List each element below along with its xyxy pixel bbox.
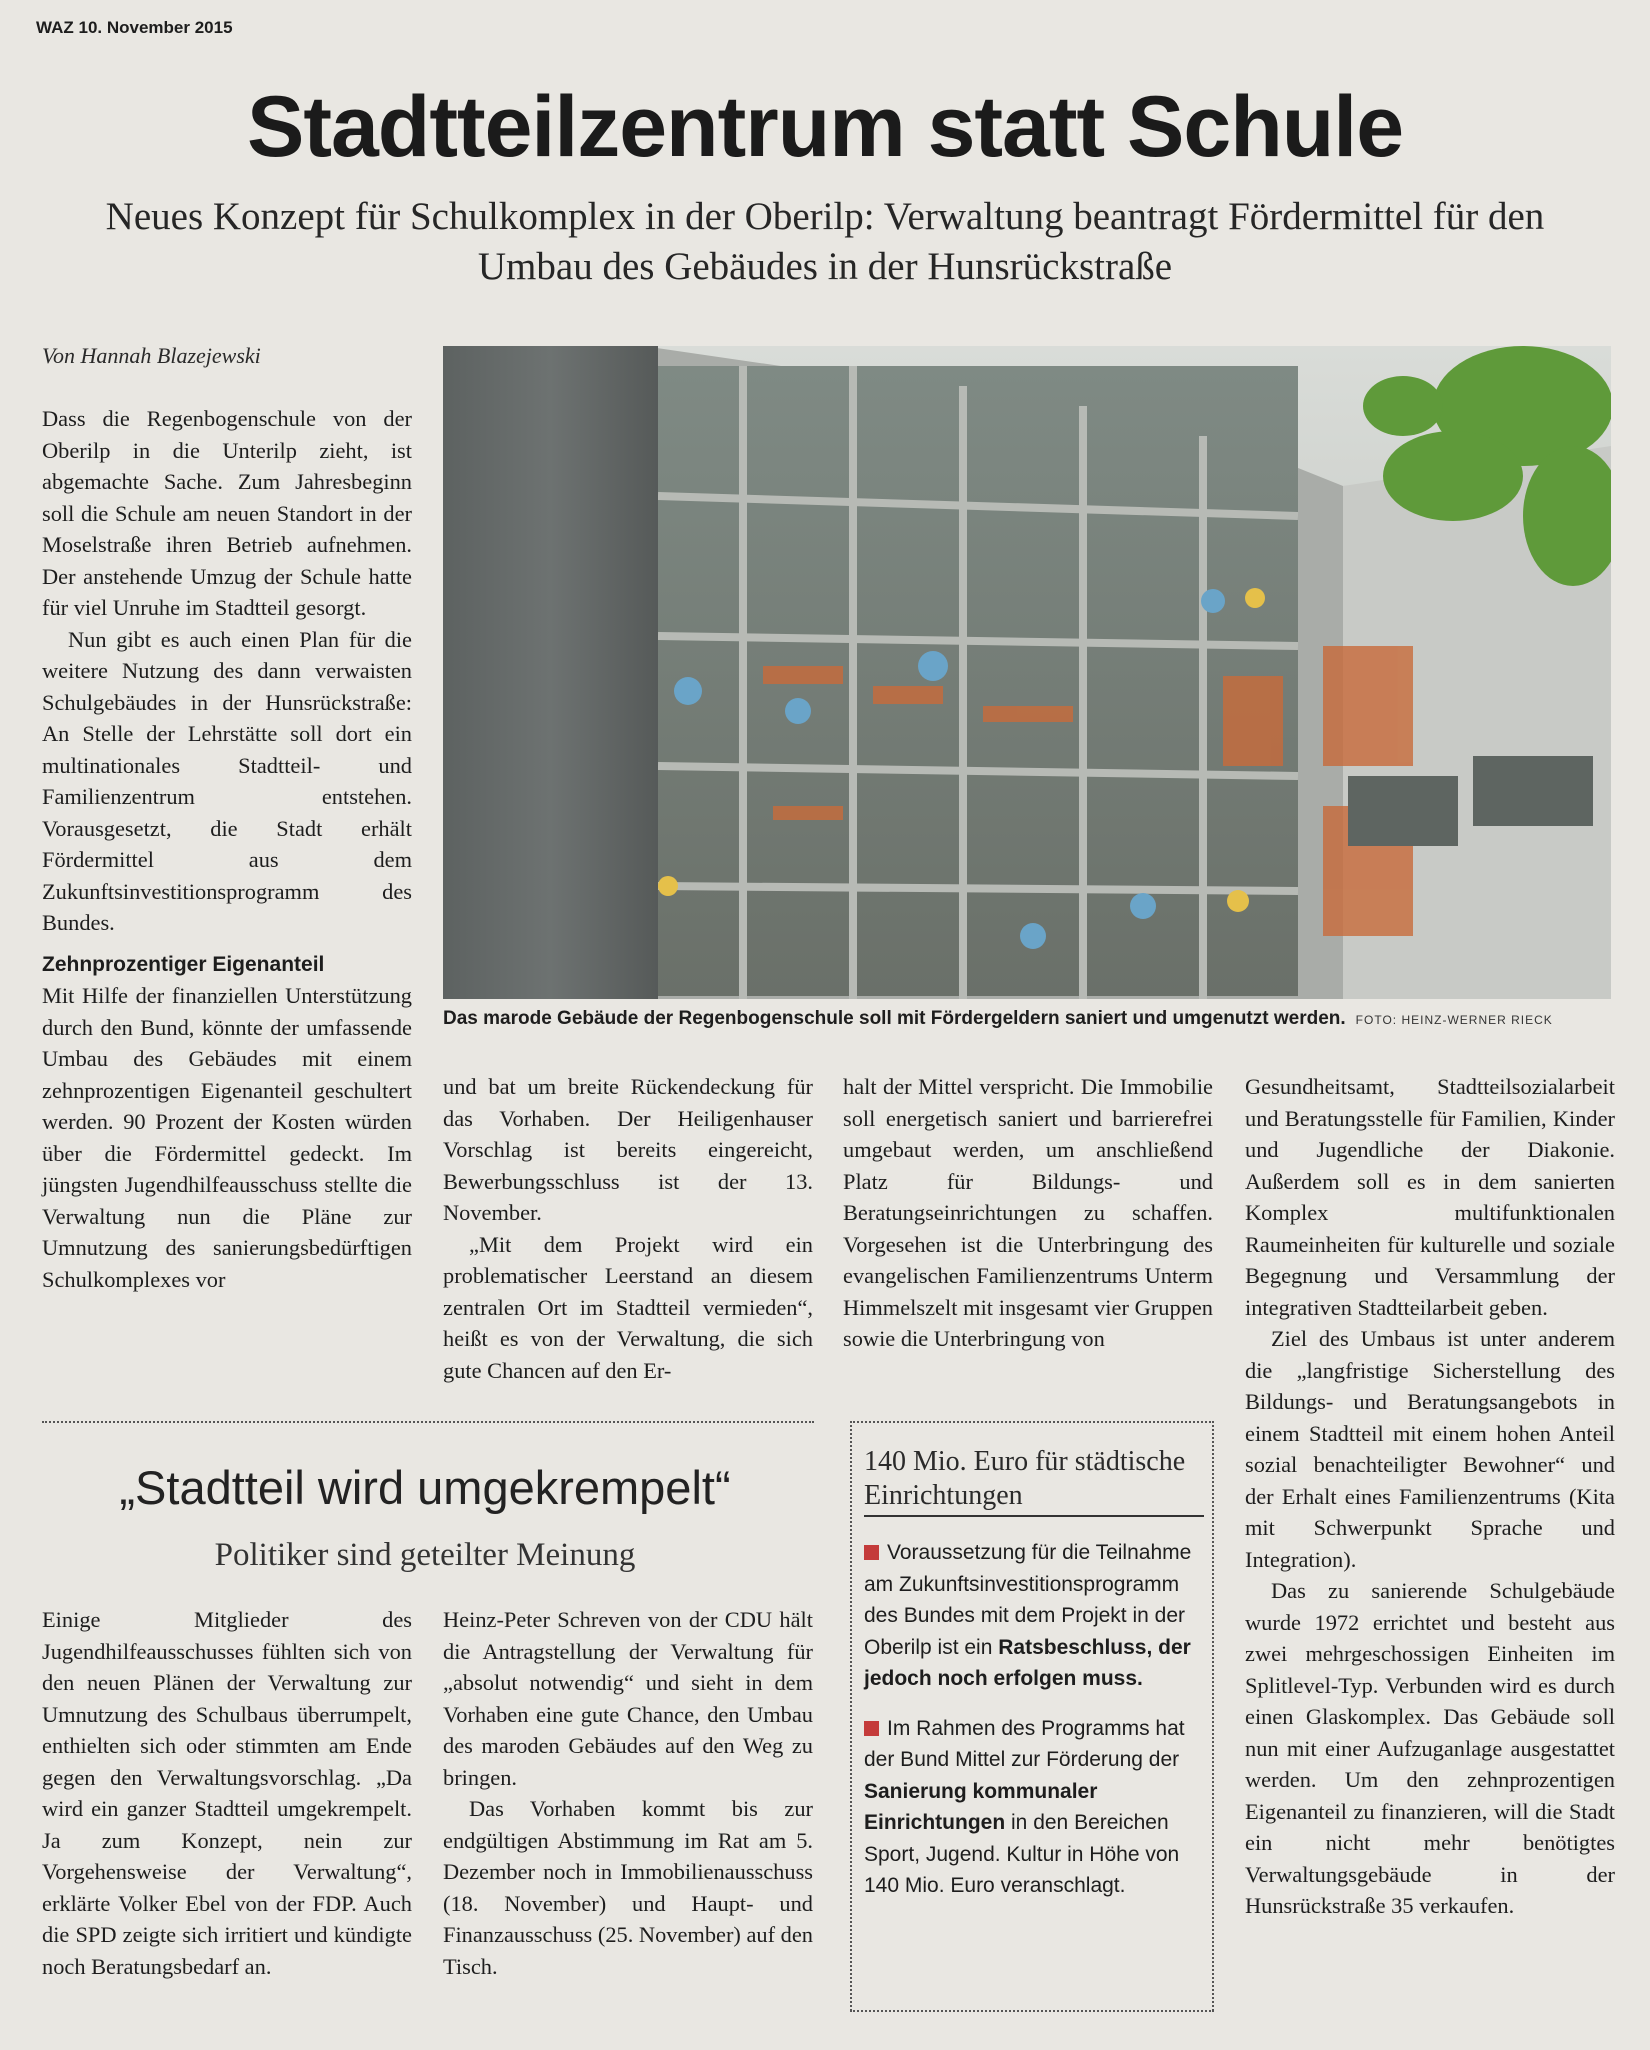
article-column-3 <box>843 1071 1213 1355</box>
separator <box>42 1421 814 1423</box>
headline: Stadtteilzentrum statt Schule <box>246 79 1404 175</box>
paragraph: Mit Hilfe der finanziellen Unterstützung durch den Bund, könnte der umfassende Umbau des Gebäudes mit einem zehnprozentigen Eigenanteil geschultert werden. 90 Prozent der Kosten würden über die Fördermittel gedeckt. Im jüngsten Jugendhilfeausschuss stellte die Verwaltung nun die Pläne zur Umnutzung des sanierungsbedürftigen Schulkomplexes vor <box>42 983 412 1292</box>
paragraph: Ziel des Umbaus ist unter anderem die „langfristige Sicherstellung des Bildungs- und Beratungsangebots in einem Stadtteil mit einem hohen Anteil sozial benachteiligter Bewohner“ und der Erhalt eines Familienzentrums (Kita mit Schwerpunkt Sprache und Integration). <box>1245 1326 1615 1572</box>
paragraph: Das zu sanierende Schulgebäude wurde 1972 errichtet und besteht aus zwei mehrgeschossigen Einheiten im Splitlevel-Typ. Verbunden wird es durch einen Glaskomplex. Das Gebäude soll nun mit einer Aufzuganlage ausgestattet werden. Um den zehnprozentigen Eigenanteil zu finanzieren, will die Stadt ein nicht mehr benötigtes Verwaltungsgebäude in der Hunsrückstraße 35 verkaufen. <box>1245 1578 1615 1918</box>
school-building-photo <box>443 346 1611 999</box>
article-column-1 <box>42 403 412 1295</box>
infobox-rule <box>864 1515 1204 1517</box>
separator <box>850 1421 852 2011</box>
article-photo <box>443 346 1611 999</box>
infobox-bold-part: Ratsbeschluss, der jedoch noch erfolgen muss. <box>864 1635 1191 1690</box>
section-heading: Zehnprozentiger Eigenanteil <box>42 952 325 976</box>
sub-article-column-1 <box>42 1604 412 1982</box>
newspaper-source: WAZ 10. November 2015 <box>36 18 233 37</box>
paragraph: und bat um breite Rückendeckung für das Vorhaben. Der Heiligenhauser Vorschlag ist bereits eingereicht, Bewerbungsschluss ist der 13. November. <box>443 1074 813 1225</box>
infobox-text-part: in den Bereichen Sport, Jugend. Kultur in Höhe von 140 Mio. Euro veranschlagt. <box>864 1811 1180 1897</box>
sub-article-column-2 <box>443 1604 813 1982</box>
separator <box>1212 1421 1214 2011</box>
byline: Von Hannah Blazejewski <box>42 343 261 368</box>
infobox-item-2 <box>864 1713 1204 1902</box>
caption-text: Das marode Gebäude der Regenbogenschule soll mit Fördergeldern saniert und umgenutzt werden. <box>443 1008 1346 1029</box>
paragraph: Das Vorhaben kommt bis zur endgültigen Abstimmung im Rat am 5. Dezember noch in Immobilienausschuss (18. November) und Haupt- und Finanzausschuss (25. November) auf den Tisch. <box>443 1796 813 1979</box>
article-column-2 <box>443 1071 813 1386</box>
infobox-title: 140 Mio. Euro für städtische Einrichtungen <box>864 1446 1186 1511</box>
paragraph: Nun gibt es auch einen Plan für die weitere Nutzung des dann verwaisten Schulgebäudes in der Hunsrückstraße: An Stelle der Lehrstätte soll dort ein multinationales Stadtteil- und Familienzentrum entstehen. Vorausgesetzt, die Stadt erhält Fördermittel aus dem Zukunftsinvestitionsprogramm des Bundes. <box>42 626 412 935</box>
paragraph: Einige Mitglieder des Jugendhilfeausschusses fühlten sich von den neuen Plänen der Verwaltung zur Umnutzung des Schulbaus überrumpelt, enthielten sich oder stimmten am Ende gegen den Verwaltungsvorschlag. „Da wird ein ganzer Stadtteil umgekrempelt. Ja zum Konzept, nein zur Vorgehensweise der Verwaltung“, erklärte Volker Ebel von der FDP. Auch die SPD zeigte sich irritiert und kündigte noch Beratungsbedarf an. <box>42 1607 412 1979</box>
bullet-square-icon <box>864 1721 879 1736</box>
subheadline: Neues Konzept für Schulkomplex in der Oberilp: Verwaltung beantragt Fördermittel für den Umbau des Gebäudes in der Hunsrückstraße <box>105 195 1545 288</box>
sub-article-subtitle: Politiker sind geteilter Meinung <box>214 1537 636 1573</box>
infobox-text-part: Voraussetzung für die Teilnahme am Zukunftsinvestitionsprogramm des Bundes mit dem Projekt in der Oberilp ist ein <box>864 1541 1192 1659</box>
separator <box>850 2010 1214 2012</box>
infobox-text <box>864 1537 1204 1920</box>
paragraph: Dass die Regenbogenschule von der Oberilp in die Unterilp zieht, ist abgemachte Sache. Zum Jahresbeginn soll die Schule am neuen Standort in der Moselstraße ihren Betrieb aufnehmen. Der anstehende Umzug der Schule hatte für viel Unruhe im Stadtteil gesorgt. <box>42 406 412 620</box>
sub-article-title: „Stadtteil wird umgekrempelt“ <box>119 1461 731 1514</box>
paragraph: Heinz-Peter Schreven von der CDU hält die Antragstellung der Verwaltung für „absolut notwendig“ und sieht in dem Vorhaben eine gute Chance, den Umbau des maroden Gebäudes auf den Weg zu bringen. <box>443 1607 813 1790</box>
photo-credit: FOTO: HEINZ-WERNER RIECK <box>1355 1013 1553 1027</box>
bullet-square-icon <box>864 1545 879 1560</box>
infobox-text-part: Im Rahmen des Programms hat der Bund Mittel zur Förderung der <box>864 1716 1185 1771</box>
separator <box>850 1421 1214 1423</box>
article-column-4 <box>1245 1071 1615 1922</box>
paragraph: halt der Mittel verspricht. Die Immobilie soll energetisch saniert und barrierefrei umgebaut werden, um anschließend Platz für Bildungs- und Beratungseinrichtungen zu schaffen. Vorgesehen ist die Unterbringung des evangelischen Familienzentrums Unterm Himmelszelt mit insgesamt vier Gruppen sowie die Unterbringung von <box>843 1074 1213 1351</box>
infobox-bold-part: Sanierung kommunaler Einrichtungen <box>864 1779 1098 1834</box>
paragraph: Gesundheitsamt, Stadtteilsozialarbeit und Beratungsstelle für Familien, Kinder und Jugendliche der Diakonie. Außerdem soll es in dem sanierten Komplex multifunktionalen Raumeinheiten für kulturelle und soziale Begegnung und Versammlung der integrativen Stadtteilarbeit geben. <box>1245 1074 1615 1320</box>
photo-caption <box>443 1008 1611 1030</box>
infobox-item-1 <box>864 1537 1204 1695</box>
paragraph: „Mit dem Projekt wird ein problematischer Leerstand an diesem zentralen Ort im Stadtteil vermieden“, heißt es von der Verwaltung, die sich gute Chancen auf den Er- <box>443 1231 813 1383</box>
